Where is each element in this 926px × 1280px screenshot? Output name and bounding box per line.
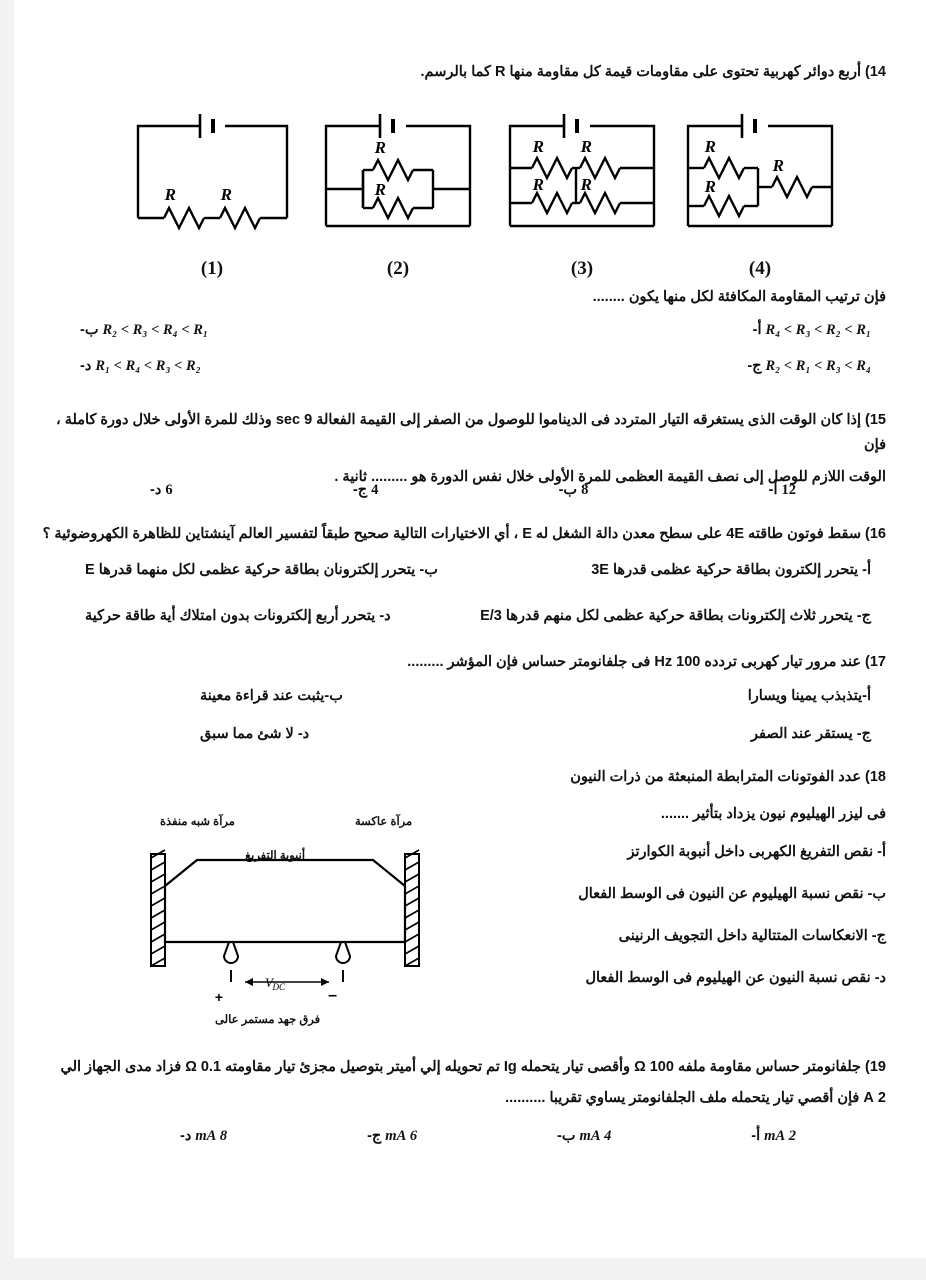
q19-option-d[interactable]: 8 mA د-: [180, 1128, 228, 1144]
label-discharge-tube: أنبوبة التفريغ: [245, 850, 306, 862]
question-14-subtext-row: [0, 285, 926, 310]
question-15: [0, 408, 926, 490]
q15-option-d[interactable]: 6 د-: [150, 482, 173, 498]
q15-option-a[interactable]: 12 أ-: [768, 482, 796, 498]
question-18-text2-row: [0, 802, 926, 827]
svg-text:R: R: [374, 138, 386, 157]
svg-text:V: V: [265, 975, 273, 990]
question-16-options-line1: [0, 562, 926, 578]
page-edge-bottom: [0, 1258, 926, 1280]
question-16: [0, 522, 926, 547]
svg-text:R: R: [374, 180, 386, 199]
q15-option-b[interactable]: 8 ب-: [558, 482, 589, 498]
question-19: [0, 1055, 926, 1112]
svg-text:R: R: [164, 185, 176, 204]
question-15-options: [0, 482, 926, 499]
question-14-options-line1: [0, 322, 926, 339]
question-17-options-line1: [0, 688, 926, 704]
question-17: [0, 650, 926, 675]
circuit-4-label: (4): [748, 258, 772, 279]
question-14-subtext: فإن ترتيب المقاومة المكافئة لكل منها يكون ........: [592, 289, 886, 305]
question-16-text: 16) سقط فوتون طاقته 4E على سطح معدن دالة الشغل له E ، أي الاختيارات التالية صحيح طبقاً لتفسير العالم آينشتاين للظاهرة الكهروضوئية ؟: [42, 526, 886, 542]
svg-text:R: R: [772, 156, 784, 175]
q18-option-a[interactable]: أ- نقص التفريغ الكهربى داخل أنبوبة الكوارتز: [627, 844, 886, 860]
q19-option-a[interactable]: 2 mA أ-: [751, 1128, 796, 1144]
circuit-2-label: (2): [386, 258, 410, 279]
label-high-dc-voltage: فرق جهد مستمر عالى: [215, 1014, 321, 1026]
question-19-line2: 2 A فإن أقصي تيار يتحمله ملف الجلفانومتر يساوي تقريبا ..........: [505, 1090, 886, 1107]
q16-option-a[interactable]: أ- يتحرر إلكترون بطاقة حركية عظمى قدرها 3E: [591, 562, 871, 578]
svg-text:R: R: [704, 177, 716, 196]
q14-option-c[interactable]: R₂ < R₁ < R₃ < R₄ ج-: [747, 358, 871, 374]
question-15-line1: 15) إذا كان الوقت الذى يستغرقه التيار المتردد فى الديناموا للوصول من الصفر إلى القيمة الفعالة 9 sec وذلك للمرة الأولى خلال دورة كاملة ، فإن: [55, 412, 886, 454]
q17-option-d[interactable]: د- لا شئ مما سبق: [200, 726, 310, 742]
q15-option-c[interactable]: 4 ج-: [352, 482, 379, 498]
svg-text:R: R: [220, 185, 232, 204]
circuit-4: [680, 108, 840, 279]
svg-text:R: R: [580, 175, 592, 194]
svg-text:R: R: [532, 137, 544, 156]
question-18-text2: فى ليزر الهيليوم نيون يزداد بتأثير .......: [660, 806, 886, 822]
q18-option-b[interactable]: ب- نقص نسبة الهيليوم عن النيون فى الوسط الفعال: [578, 886, 886, 902]
q18-option-d[interactable]: د- نقص نسبة النيون عن الهيليوم فى الوسط الفعال: [585, 970, 886, 986]
svg-text:R: R: [532, 175, 544, 194]
q14-option-b[interactable]: R₂ < R₃ < R₄ < R₁ ب-: [80, 322, 208, 338]
question-17-options-line2: [0, 726, 926, 742]
q17-option-b[interactable]: ب-يثبت عند قراءة معينة: [200, 688, 343, 704]
circuit-3-label: (3): [570, 258, 594, 279]
q14-option-d[interactable]: R₁ < R₄ < R₃ < R₂ د-: [80, 358, 201, 374]
question-18: [0, 765, 926, 790]
question-14-text: 14) أربع دوائر كهربية تحتوى على مقاومات قيمة كل مقاومة منها R كما بالرسم.: [420, 64, 886, 80]
svg-text:R: R: [580, 137, 592, 156]
label-mirror-semi: مرآة شبه منفذة: [160, 816, 235, 828]
q14-option-a[interactable]: R₄ < R₃ < R₂ < R₁ أ-: [752, 322, 871, 338]
q18-option-c[interactable]: ج- الانعكاسات المتتالية داخل التجويف الرنينى: [618, 928, 886, 944]
q17-option-a[interactable]: أ-يتذبذب يمينا ويسارا: [747, 688, 871, 704]
circuit-diagrams: [130, 108, 810, 298]
q16-option-c[interactable]: ج- يتحرر ثلاث إلكترونات بطاقة حركية عظمى لكل منهم قدرها E/3: [480, 608, 871, 624]
q19-option-b[interactable]: 4 mA ب-: [557, 1128, 612, 1144]
svg-text:DC: DC: [272, 982, 285, 992]
svg-text:–: –: [328, 987, 337, 1004]
svg-text:R: R: [704, 137, 716, 156]
circuit-2: [318, 108, 478, 279]
question-14-options-line2: [0, 358, 926, 375]
question-16-options-line2: [0, 608, 926, 624]
q17-option-c[interactable]: ج- يستقر عند الصفر: [751, 726, 871, 742]
circuit-3: [502, 108, 662, 279]
q16-option-d[interactable]: د- يتحرر أربع إلكترونات بدون امتلاك أية طاقة حركية: [85, 608, 391, 624]
question-18-text: 18) عدد الفوتونات المترابطة المنبعثة من ذرات النيون: [570, 769, 886, 785]
svg-text:+: +: [214, 989, 223, 1005]
circuit-1-label: (1): [200, 258, 224, 279]
question-17-text: 17) عند مرور تيار كهربى ترددە 100 Hz فى جلفانومتر حساس فإن المؤشر .........: [407, 654, 886, 670]
question-14: [0, 60, 926, 85]
label-mirror-reflective: مرآة عاكسة: [355, 816, 413, 828]
question-19-options: [0, 1128, 926, 1145]
circuit-1: [130, 108, 295, 279]
q16-option-b[interactable]: ب- يتحرر إلكترونان بطاقة حركية عظمى لكل منهما قدرها E: [85, 562, 438, 578]
laser-figure: [105, 816, 465, 1045]
question-19-line1: 19) جلفانومتر حساس مقاومة ملفه 100 Ω وأقصى تيار يتحمله Ig تم تحويله إلي أميتر بتوصيل مجزئ تيار مقاومته 0.1 Ω فزاد مدى الجهاز الي: [60, 1059, 886, 1075]
q19-option-c[interactable]: 6 mA ج-: [367, 1128, 418, 1144]
question-15-line2: الوقت اللازم للوصل إلى نصف القيمة العظمى للمرة الأولى خلال نفس الدورة هو ......... ثانية .: [334, 468, 886, 485]
